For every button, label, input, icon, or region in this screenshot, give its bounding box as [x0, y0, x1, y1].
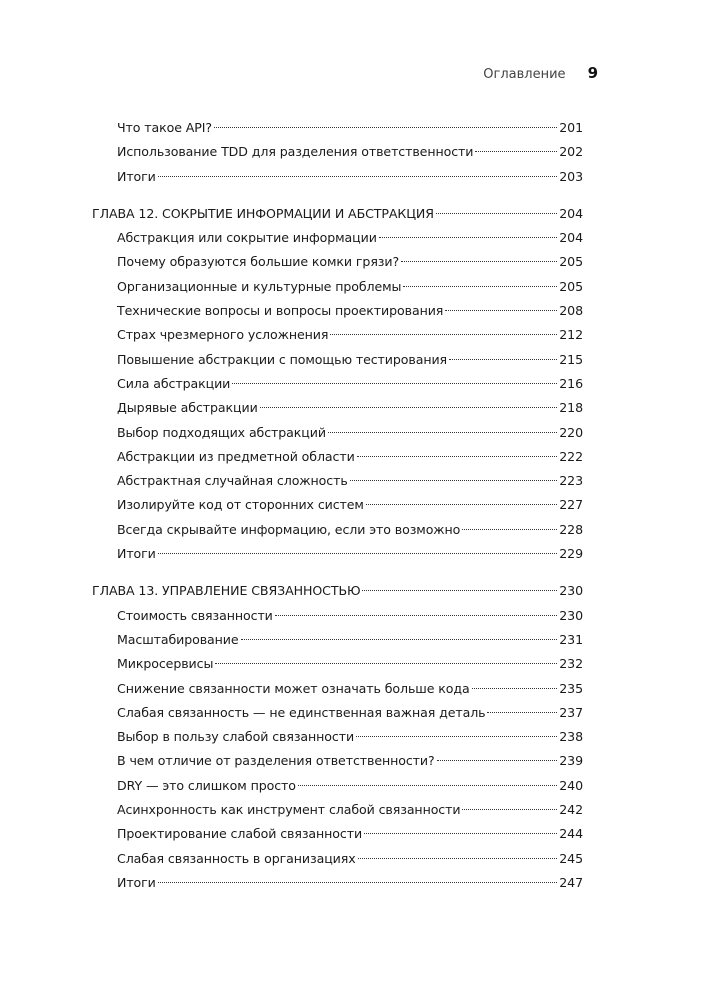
dot-leader [401, 261, 557, 262]
entry-page-number: 237 [559, 704, 583, 720]
dot-leader [462, 529, 557, 530]
toc-entry[interactable] [92, 275, 583, 299]
entry-title: Использование TDD для разделения ответственности [117, 144, 474, 160]
toc-entry[interactable] [92, 604, 583, 628]
dot-leader [328, 432, 557, 433]
entry-title: Слабая связанность — не единственная важная деталь [117, 704, 486, 720]
entry-page-number: 247 [559, 874, 583, 890]
entry-page-number: 204 [559, 230, 583, 246]
toc-section [92, 116, 583, 189]
entry-title: Выбор в пользу слабой связанности [117, 729, 355, 745]
entry-page-number: 220 [559, 424, 583, 440]
dot-leader [158, 553, 557, 554]
dot-leader [356, 736, 557, 737]
entry-title: Микросервисы [117, 656, 214, 672]
entry-page-number: 215 [559, 351, 583, 367]
dot-leader [364, 833, 557, 834]
toc-entry[interactable] [92, 421, 583, 445]
toc-entry[interactable] [92, 701, 583, 725]
entry-title: DRY — это слишком просто [117, 777, 296, 793]
dot-leader [436, 213, 557, 214]
dot-leader [241, 639, 558, 640]
header-title: Оглавление [483, 67, 566, 82]
entry-page-number: 232 [559, 656, 583, 672]
dot-leader [358, 858, 558, 859]
toc-entry[interactable] [92, 140, 583, 164]
entry-page-number: 205 [559, 254, 583, 270]
entry-page-number: 201 [559, 120, 583, 135]
entry-title: Что такое API? [117, 120, 213, 135]
entry-page-number: 222 [559, 448, 583, 464]
toc-entry[interactable] [92, 725, 583, 749]
entry-title: Абстракция или сокрытие информации [117, 230, 377, 246]
entry-page-number: 230 [559, 583, 583, 599]
page-number: 9 [587, 64, 598, 82]
entry-title: Итоги [117, 168, 156, 184]
table-of-contents [92, 116, 583, 908]
toc-entry[interactable] [92, 165, 583, 189]
entry-title: Изолируйте код от сторонних систем [117, 497, 364, 513]
dot-leader [475, 151, 557, 152]
entry-page-number: 240 [559, 777, 583, 793]
entry-title: Проектирование слабой связанности [117, 826, 363, 842]
entry-title: ГЛАВА 12. СОКРЫТИЕ ИНФОРМАЦИИ И АБСТРАКЦИЯ [92, 205, 434, 221]
toc-entry[interactable] [92, 323, 583, 347]
entry-page-number: 218 [559, 400, 583, 416]
toc-entry[interactable] [92, 652, 583, 676]
toc-entry[interactable] [92, 749, 583, 773]
entry-title: Повышение абстракции с помощью тестирования [117, 351, 448, 367]
entry-title: Выбор подходящих абстракций [117, 424, 326, 440]
entry-title: Страх чрезмерного усложнения [117, 327, 329, 343]
toc-entry[interactable] [92, 798, 583, 822]
entry-page-number: 203 [559, 168, 583, 184]
toc-entry[interactable] [92, 493, 583, 517]
toc-entry[interactable] [92, 518, 583, 542]
running-header [483, 64, 598, 82]
toc-entry[interactable] [92, 348, 583, 372]
entry-title: Абстракции из предметной области [117, 448, 355, 464]
dot-leader [403, 286, 557, 287]
entry-page-number: 202 [559, 144, 583, 160]
entry-title: Абстрактная случайная сложность [117, 473, 348, 489]
dot-leader [487, 712, 557, 713]
toc-chapter-entry[interactable] [92, 202, 583, 226]
entry-page-number: 231 [559, 631, 583, 647]
dot-leader [437, 760, 558, 761]
toc-entry[interactable] [92, 299, 583, 323]
entry-title: Стоимость связанности [117, 607, 273, 623]
entry-title: Дырявые абстракции [117, 400, 258, 416]
toc-section [92, 202, 583, 566]
dot-leader [214, 127, 557, 128]
dot-leader [472, 688, 558, 689]
dot-leader [350, 480, 558, 481]
entry-page-number: 238 [559, 729, 583, 745]
dot-leader [158, 176, 557, 177]
toc-entry[interactable] [92, 116, 583, 140]
entry-page-number: 229 [559, 546, 583, 562]
entry-page-number: 208 [559, 303, 583, 319]
entry-page-number: 204 [559, 205, 583, 221]
dot-leader [330, 334, 557, 335]
toc-chapter-entry[interactable] [92, 579, 583, 603]
entry-page-number: 245 [559, 850, 583, 866]
entry-title: Асинхронность как инструмент слабой связанности [117, 802, 461, 818]
dot-leader [275, 615, 557, 616]
entry-title: Масштабирование [117, 631, 239, 647]
toc-entry[interactable] [92, 542, 583, 566]
toc-entry[interactable] [92, 226, 583, 250]
entry-page-number: 228 [559, 521, 583, 537]
toc-entry[interactable] [92, 469, 583, 493]
entry-title: ГЛАВА 13. УПРАВЛЕНИЕ СВЯЗАННОСТЬЮ [92, 583, 361, 599]
dot-leader [232, 383, 557, 384]
toc-entry[interactable] [92, 774, 583, 798]
dot-leader [445, 310, 557, 311]
dot-leader [158, 882, 557, 883]
dot-leader [357, 456, 558, 457]
entry-page-number: 244 [559, 826, 583, 842]
entry-title: Почему образуются большие комки грязи? [117, 254, 400, 270]
entry-page-number: 216 [559, 375, 583, 391]
toc-entry[interactable] [92, 822, 583, 846]
toc-entry[interactable] [92, 372, 583, 396]
entry-page-number: 212 [559, 327, 583, 343]
dot-leader [449, 359, 557, 360]
entry-title: Снижение связанности может означать больше кода [117, 680, 470, 696]
entry-title: Итоги [117, 546, 156, 562]
entry-page-number: 227 [559, 497, 583, 513]
toc-section [92, 579, 583, 895]
dot-leader [379, 237, 557, 238]
dot-leader [362, 590, 557, 591]
entry-title: Технические вопросы и вопросы проектирования [117, 303, 444, 319]
toc-entry[interactable] [92, 628, 583, 652]
toc-entry[interactable] [92, 445, 583, 469]
entry-title: Слабая связанность в организациях [117, 850, 356, 866]
dot-leader [462, 809, 557, 810]
entry-page-number: 230 [559, 607, 583, 623]
dot-leader [298, 785, 557, 786]
dot-leader [260, 407, 558, 408]
entry-title: Итоги [117, 874, 156, 890]
toc-entry[interactable] [92, 250, 583, 274]
toc-entry[interactable] [92, 677, 583, 701]
dot-leader [366, 504, 557, 505]
toc-entry[interactable] [92, 396, 583, 420]
entry-page-number: 223 [559, 473, 583, 489]
entry-page-number: 242 [559, 802, 583, 818]
entry-title: Сила абстракции [117, 375, 231, 391]
entry-page-number: 239 [559, 753, 583, 769]
entry-page-number: 205 [559, 278, 583, 294]
entry-title: Организационные и культурные проблемы [117, 278, 402, 294]
toc-entry[interactable] [92, 847, 583, 871]
toc-entry[interactable] [92, 871, 583, 895]
entry-page-number: 235 [559, 680, 583, 696]
entry-title: В чем отличие от разделения ответственности? [117, 753, 435, 769]
entry-title: Всегда скрывайте информацию, если это возможно [117, 521, 461, 537]
dot-leader [215, 663, 557, 664]
